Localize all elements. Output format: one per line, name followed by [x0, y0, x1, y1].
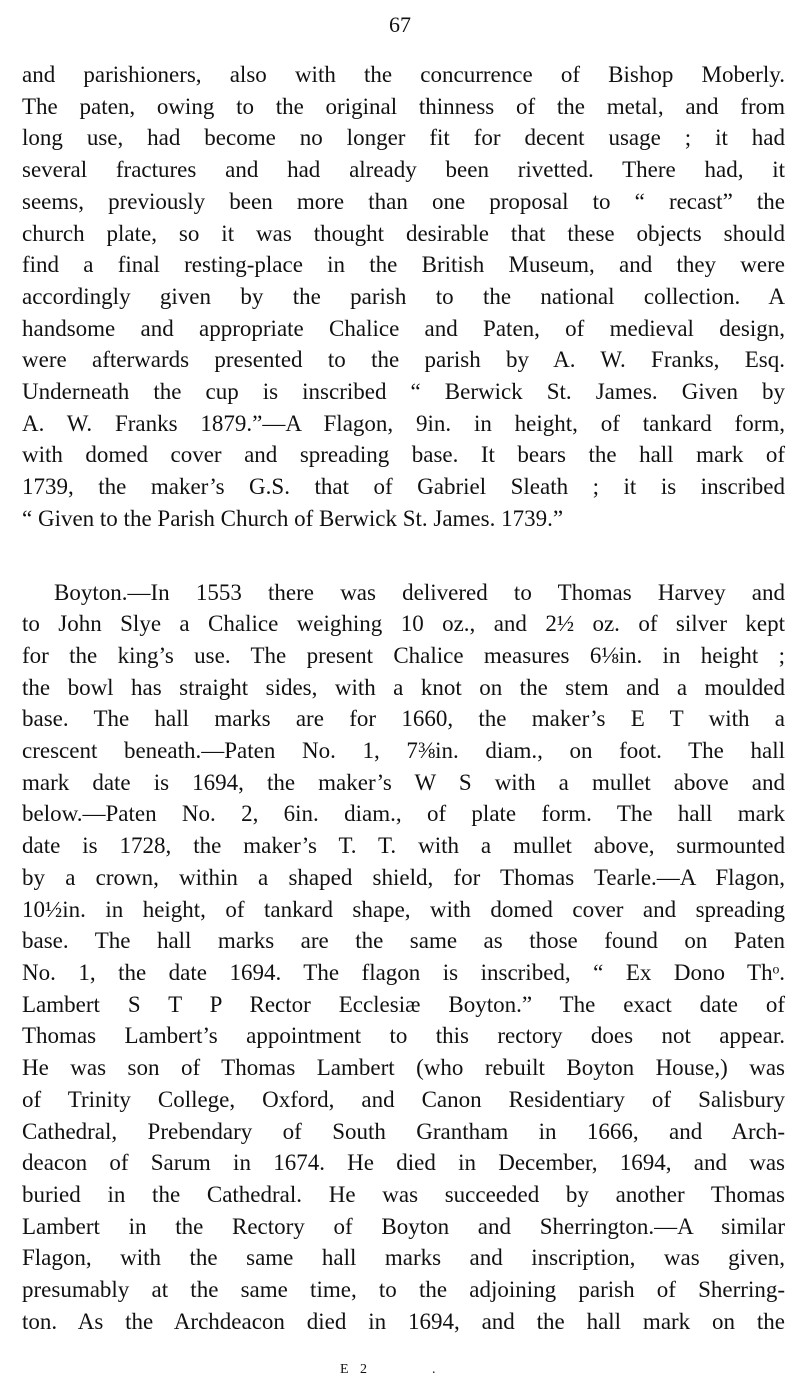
page-number: 67 — [389, 12, 411, 37]
text-line: Flagon, with the same hall marks and inscription, was given, — [22, 1245, 785, 1271]
text-line: with domed cover and spreading base. It bears the hall mark of — [22, 442, 785, 468]
text-line: seems, previously been more than one proposal to “ recast” the — [22, 188, 785, 214]
text-line: by a crown, within a shaped shield, for Thomas Tearle.—A Flagon, — [22, 864, 785, 890]
text-line: buried in the Cathedral. He was succeeded by another Thomas — [22, 1181, 785, 1207]
text-line: below.—Paten No. 2, 6in. diam., of plate form. The hall mark — [22, 801, 785, 827]
text-line: 1739, the maker’s G.S. that of Gabriel Sleath ; it is inscribed — [22, 474, 785, 500]
text-line: Boyton.—In 1553 there was delivered to Thomas Harvey and — [54, 579, 785, 605]
text-line: long use, had become no longer fit for decent usage ; it had — [22, 125, 785, 151]
text-line: The paten, owing to the original thinness of the metal, and from — [22, 93, 785, 119]
text-line: No. 1, the date 1694. The flagon is inscribed, “ Ex Dono Thᵒ. — [22, 959, 785, 985]
text-line: Underneath the cup is inscribed “ Berwick St. James. Given by — [22, 379, 785, 405]
text-line: for the king’s use. The present Chalice measures 6⅛in. in height ; — [22, 642, 785, 668]
paragraph-boyton — [22, 577, 785, 1338]
text-line: A. W. Franks 1879.”—A Flagon, 9in. in height, of tankard form, — [22, 410, 785, 436]
text-line: base. The hall marks are the same as those found on Paten — [22, 928, 785, 954]
text-line: find a final resting-place in the British Museum, and they were — [22, 252, 785, 278]
text-line: were afterwards presented to the parish by A. W. Franks, Esq. — [22, 347, 785, 373]
text-line: of Trinity College, Oxford, and Canon Residentiary of Salisbury — [22, 1086, 785, 1112]
text-line: Lambert in the Rectory of Boyton and Sherrington.—A similar — [22, 1213, 785, 1239]
text-line: Thomas Lambert’s appointment to this rectory does not appear. — [22, 1023, 785, 1049]
text-line: Cathedral, Prebendary of South Grantham in 1666, and Arch- — [22, 1118, 785, 1144]
text-line: several fractures and had already been rivetted. There had, it — [22, 157, 785, 183]
text-line: church plate, so it was thought desirable that these objects should — [22, 220, 785, 246]
text-line: Lambert S T P Rector Ecclesiæ Boyton.” The exact date of — [22, 991, 785, 1017]
text-line: accordingly given by the parish to the national collection. A — [22, 283, 785, 309]
text-line: crescent beneath.—Paten No. 1, 7⅜in. diam., on foot. The hall — [22, 738, 785, 764]
text-line: handsome and appropriate Chalice and Paten, of medieval design, — [22, 315, 785, 341]
text-line: base. The hall marks are for 1660, the maker’s E T with a — [22, 706, 785, 732]
signature-mark: E 2 — [340, 1362, 372, 1377]
text-line: ton. As the Archdeacon died in 1694, and the hall mark on the — [22, 1308, 785, 1334]
paragraph-berwick — [22, 59, 785, 535]
text-line: date is 1728, the maker’s T. T. with a mullet above, surmounted — [22, 833, 785, 859]
footer-dot: . — [432, 1362, 436, 1377]
text-line: deacon of Sarum in 1674. He died in December, 1694, and was — [22, 1150, 785, 1176]
text-line: presumably at the same time, to the adjoining parish of Sherring- — [22, 1277, 785, 1303]
text-line: the bowl has straight sides, with a knot on the stem and a moulded — [22, 674, 785, 700]
text-line: 10½in. in height, of tankard shape, with domed cover and spreading — [22, 896, 785, 922]
text-line: “ Given to the Parish Church of Berwick St. James. 1739.” — [22, 505, 564, 531]
text-line: and parishioners, also with the concurrence of Bishop Moberly. — [22, 62, 785, 87]
text-line: mark date is 1694, the maker’s W S with a mullet above and — [22, 769, 785, 795]
body-text — [22, 59, 785, 1337]
text-line: to John Slye a Chalice weighing 10 oz., and 2½ oz. of silver kept — [22, 611, 785, 637]
text-line: He was son of Thomas Lambert (who rebuilt Boyton House,) was — [22, 1055, 785, 1081]
